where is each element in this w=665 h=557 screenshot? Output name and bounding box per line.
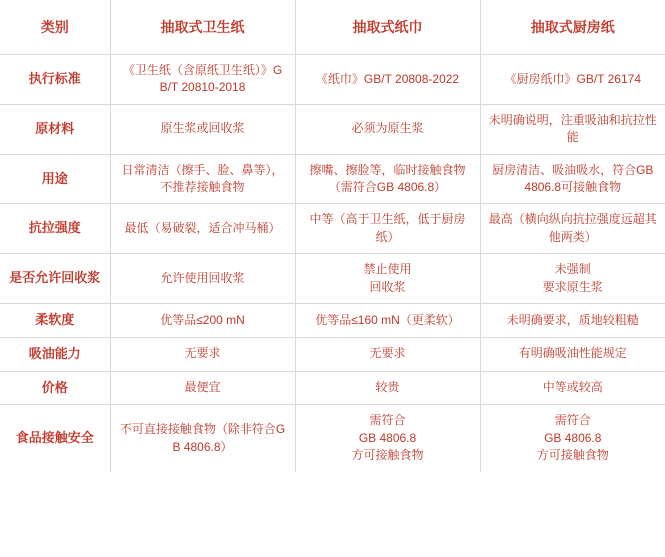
table-row <box>0 371 665 405</box>
cell-raw-material-facial-tissue: 必须为原生浆 <box>295 104 480 154</box>
cell-recycled-pulp-toilet-tissue: 允许使用回收浆 <box>110 254 295 304</box>
table-row <box>0 55 665 105</box>
column-header-facial-tissue: 抽取式纸巾 <box>295 0 480 55</box>
row-header-recycled-pulp-allowed: 是否允许回收浆 <box>0 254 110 304</box>
table-row <box>0 104 665 154</box>
cell-usage-kitchen-paper: 厨房清洁、吸油吸水，符合GB 4806.8可接触食物 <box>480 154 665 204</box>
cell-standard-toilet-tissue: 《卫生纸（含原纸卫生纸）》GB/T 20810-2018 <box>110 55 295 105</box>
row-header-price: 价格 <box>0 371 110 405</box>
table-row <box>0 254 665 304</box>
cell-price-facial-tissue: 较贵 <box>295 371 480 405</box>
cell-tensile-strength-toilet-tissue: 最低（易破裂，适合冲马桶） <box>110 204 295 254</box>
row-header-raw-material: 原材料 <box>0 104 110 154</box>
row-header-food-contact-safety: 食品接触安全 <box>0 405 110 472</box>
cell-standard-facial-tissue: 《纸巾》GB/T 20808-2022 <box>295 55 480 105</box>
cell-food-contact-facial-tissue: 需符合 GB 4806.8 方可接触食物 <box>295 405 480 472</box>
cell-oil-absorption-facial-tissue: 无要求 <box>295 337 480 371</box>
table-row <box>0 405 665 472</box>
cell-price-toilet-tissue: 最便宜 <box>110 371 295 405</box>
cell-oil-absorption-toilet-tissue: 无要求 <box>110 337 295 371</box>
cell-softness-facial-tissue: 优等品≤160 mN（更柔软） <box>295 303 480 337</box>
cell-recycled-pulp-kitchen-paper: 未强制 要求原生浆 <box>480 254 665 304</box>
cell-tensile-strength-facial-tissue: 中等（高于卫生纸，低于厨房纸） <box>295 204 480 254</box>
cell-usage-toilet-tissue: 日常清洁（擦手、脸、鼻等），不推荐接触食物 <box>110 154 295 204</box>
cell-tensile-strength-kitchen-paper: 最高（横向纵向抗拉强度远超其他两类） <box>480 204 665 254</box>
column-header-kitchen-paper: 抽取式厨房纸 <box>480 0 665 55</box>
table-row <box>0 204 665 254</box>
table-row <box>0 303 665 337</box>
cell-food-contact-toilet-tissue: 不可直接接触食物（除非符合GB 4806.8） <box>110 405 295 472</box>
cell-softness-kitchen-paper: 未明确要求，质地较粗糙 <box>480 303 665 337</box>
cell-oil-absorption-kitchen-paper: 有明确吸油性能规定 <box>480 337 665 371</box>
cell-standard-kitchen-paper: 《厨房纸巾》GB/T 26174 <box>480 55 665 105</box>
table-header <box>0 0 665 55</box>
cell-price-kitchen-paper: 中等或较高 <box>480 371 665 405</box>
cell-usage-facial-tissue: 擦嘴、擦脸等，临时接触食物（需符合GB 4806.8） <box>295 154 480 204</box>
row-header-standard: 执行标准 <box>0 55 110 105</box>
column-header-category: 类别 <box>0 0 110 55</box>
row-header-oil-absorption: 吸油能力 <box>0 337 110 371</box>
row-header-softness: 柔软度 <box>0 303 110 337</box>
cell-food-contact-kitchen-paper: 需符合 GB 4806.8 方可接触食物 <box>480 405 665 472</box>
table-row <box>0 337 665 371</box>
row-header-usage: 用途 <box>0 154 110 204</box>
column-header-toilet-tissue: 抽取式卫生纸 <box>110 0 295 55</box>
table-row <box>0 154 665 204</box>
cell-raw-material-kitchen-paper: 未明确说明，注重吸油和抗拉性能 <box>480 104 665 154</box>
cell-raw-material-toilet-tissue: 原生浆或回收浆 <box>110 104 295 154</box>
table-body <box>0 55 665 472</box>
table-header-row <box>0 0 665 55</box>
cell-softness-toilet-tissue: 优等品≤200 mN <box>110 303 295 337</box>
row-header-tensile-strength: 抗拉强度 <box>0 204 110 254</box>
cell-recycled-pulp-facial-tissue: 禁止使用 回收浆 <box>295 254 480 304</box>
